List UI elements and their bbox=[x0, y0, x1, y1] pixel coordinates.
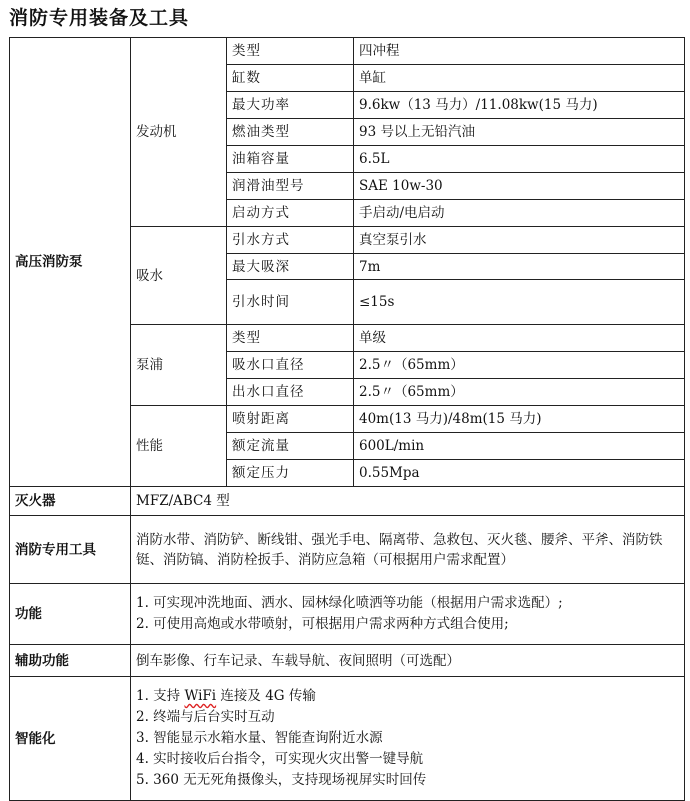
smart-item-1-suffix: 连接及 4G 传输 bbox=[216, 688, 316, 704]
spec-value: 0.55Mpa bbox=[354, 460, 685, 487]
functions-list bbox=[131, 584, 685, 645]
table-row bbox=[10, 516, 685, 584]
group-engine-label: 发动机 bbox=[131, 38, 227, 227]
spec-key: 油箱容量 bbox=[227, 146, 354, 173]
spec-value: 四冲程 bbox=[354, 38, 685, 65]
list-item bbox=[136, 686, 684, 707]
spec-key: 引水时间 bbox=[227, 280, 354, 325]
spec-key: 出水口直径 bbox=[227, 379, 354, 406]
list-item: 3. 智能显示水箱水量、智能查询附近水源 bbox=[136, 730, 383, 746]
spec-value: ≤15s bbox=[354, 280, 685, 325]
spec-key: 燃油类型 bbox=[227, 119, 354, 146]
spec-key: 缸数 bbox=[227, 65, 354, 92]
spec-value: SAE 10w-30 bbox=[354, 173, 685, 200]
spec-key: 额定压力 bbox=[227, 460, 354, 487]
functions-label: 功能 bbox=[10, 584, 131, 645]
spec-key: 启动方式 bbox=[227, 200, 354, 227]
spec-key: 最大吸深 bbox=[227, 254, 354, 280]
spec-key: 最大功率 bbox=[227, 92, 354, 119]
group-pump-label: 泵浦 bbox=[131, 325, 227, 406]
spec-value: 40m(13 马力)/48m(15 马力) bbox=[354, 406, 685, 433]
pump-label: 高压消防泵 bbox=[10, 38, 131, 487]
wifi-text: WiFi bbox=[184, 688, 217, 704]
spec-value: 7m bbox=[354, 254, 685, 280]
spec-value: 93 号以上无铅汽油 bbox=[354, 119, 685, 146]
table-row bbox=[10, 645, 685, 677]
page-title: 消防专用装备及工具 bbox=[9, 7, 190, 29]
list-item: 5. 360 无无死角摄像头，支持现场视屏实时回传 bbox=[136, 772, 427, 788]
spec-value: 真空泵引水 bbox=[354, 227, 685, 254]
aux-value: 倒车影像、行车记录、车载导航、夜间照明（可选配） bbox=[131, 645, 685, 677]
spec-value: 9.6kw（13 马力）/11.08kw(15 马力) bbox=[354, 92, 685, 119]
list-item: 1. 可实现冲洗地面、洒水、园林绿化喷洒等功能（根据用户需求选配）; bbox=[136, 595, 563, 611]
smart-list bbox=[131, 677, 685, 801]
spec-key: 类型 bbox=[227, 38, 354, 65]
aux-label: 辅助功能 bbox=[10, 645, 131, 677]
spec-value: 2.5〃（65mm） bbox=[354, 352, 685, 379]
spec-key: 喷射距离 bbox=[227, 406, 354, 433]
smart-label: 智能化 bbox=[10, 677, 131, 801]
extinguisher-value: MFZ/ABC4 型 bbox=[131, 487, 685, 516]
spec-value: 2.5〃（65mm） bbox=[354, 379, 685, 406]
equipment-table bbox=[9, 37, 685, 801]
group-performance-label: 性能 bbox=[131, 406, 227, 487]
tools-value: 消防水带、消防铲、断线钳、强光手电、隔离带、急救包、灭火毯、腰斧、平斧、消防铁铤、消防镐、消防栓扳手、消防应急箱（可根据用户需求配置） bbox=[131, 516, 685, 584]
smart-item-1-prefix: 1. 支持 bbox=[136, 688, 185, 704]
spec-key: 类型 bbox=[227, 325, 354, 352]
spec-value: 手启动/电启动 bbox=[354, 200, 685, 227]
spec-value: 600L/min bbox=[354, 433, 685, 460]
list-item: 4. 实时接收后台指令，可实现火灾出警一键导航 bbox=[136, 751, 424, 767]
group-suction-label: 吸水 bbox=[131, 227, 227, 325]
list-item: 2. 终端与后台实时互动 bbox=[136, 709, 275, 725]
list-item: 2. 可使用高炮或水带喷射，可根据用户需求两种方式组合使用; bbox=[136, 616, 509, 632]
table-row bbox=[10, 38, 685, 65]
table-row bbox=[10, 487, 685, 516]
spec-key: 润滑油型号 bbox=[227, 173, 354, 200]
spec-key: 额定流量 bbox=[227, 433, 354, 460]
spec-value: 单级 bbox=[354, 325, 685, 352]
spec-key: 吸水口直径 bbox=[227, 352, 354, 379]
spec-key: 引水方式 bbox=[227, 227, 354, 254]
extinguisher-label: 灭火器 bbox=[10, 487, 131, 516]
spec-value: 6.5L bbox=[354, 146, 685, 173]
spec-value: 单缸 bbox=[354, 65, 685, 92]
tools-label: 消防专用工具 bbox=[10, 516, 131, 584]
table-row bbox=[10, 677, 685, 801]
table-row bbox=[10, 584, 685, 645]
